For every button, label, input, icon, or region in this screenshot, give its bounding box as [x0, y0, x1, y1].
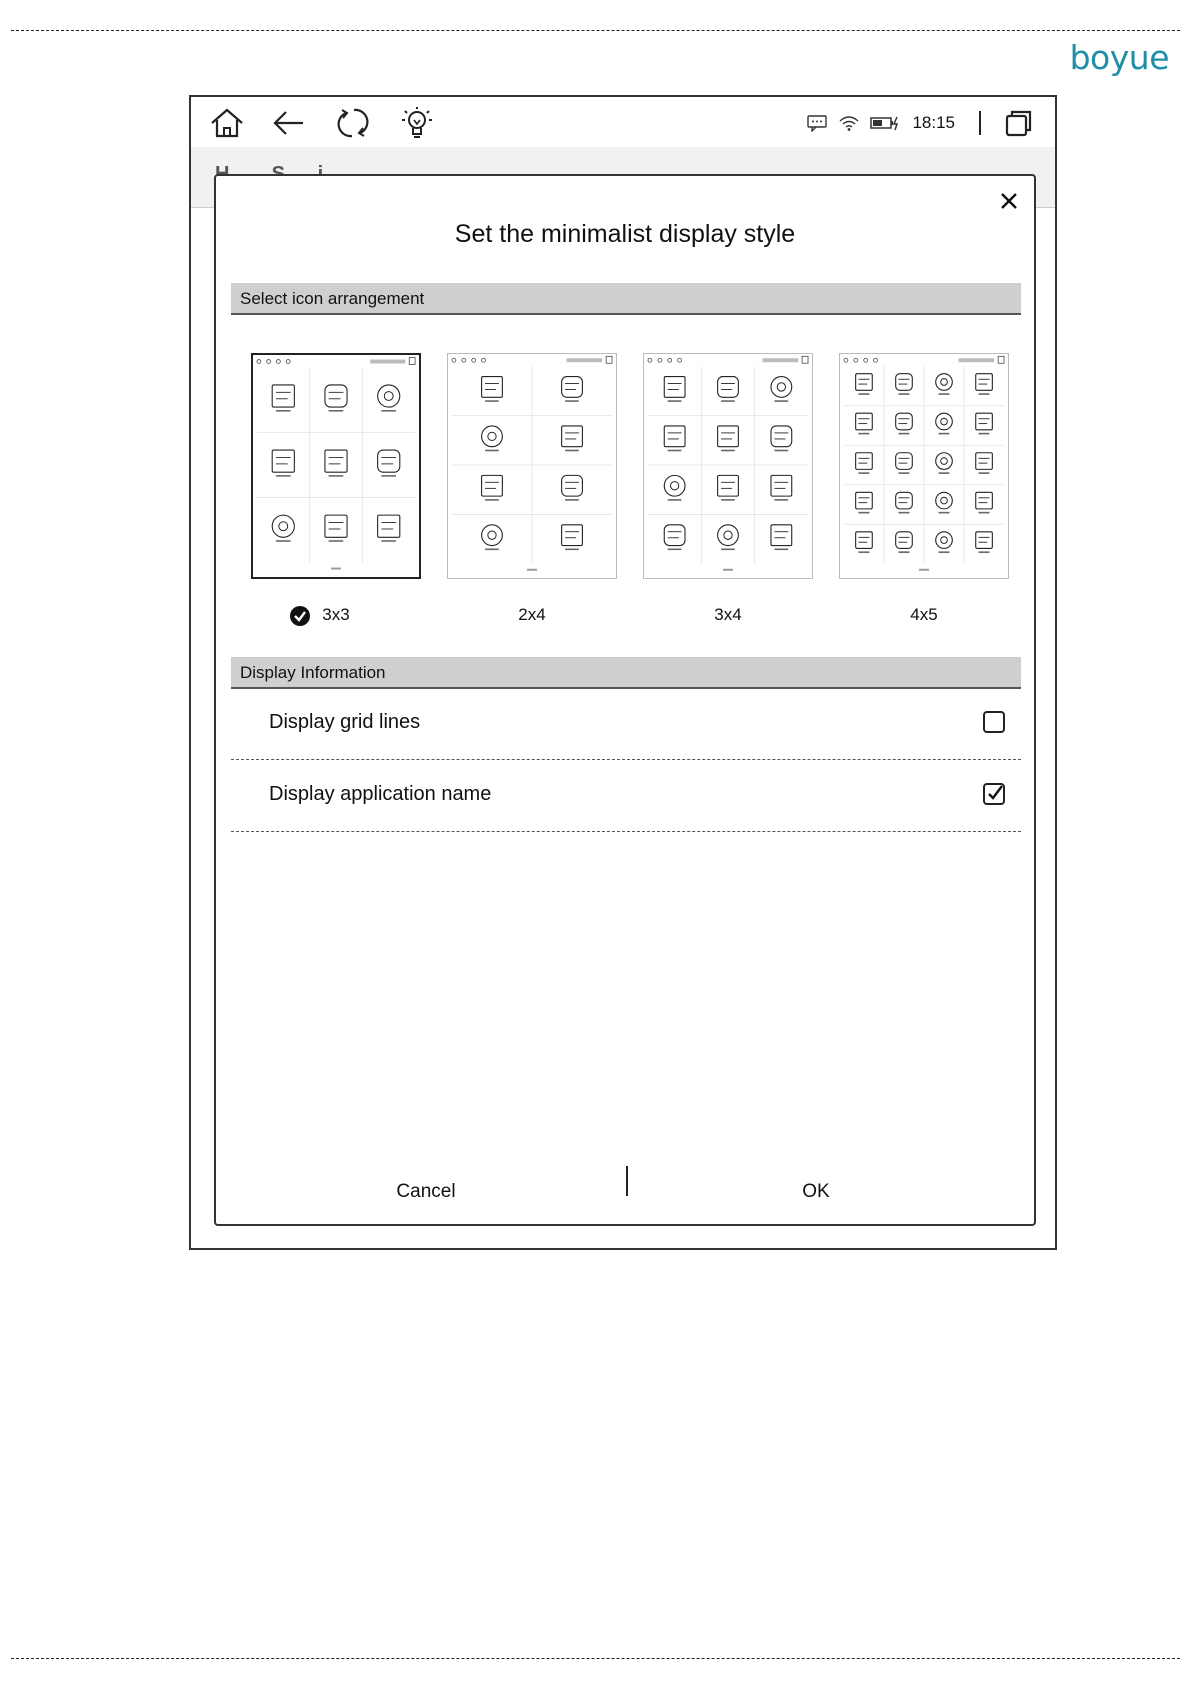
preview-app-icon [325, 450, 347, 477]
brand-logo: boyue [1069, 38, 1169, 77]
preview-app-icon [976, 532, 993, 553]
preview-app-icon [856, 374, 873, 395]
preview-app-icon [325, 385, 347, 412]
preview-page-indicator [723, 569, 733, 571]
arrangement-label-3x4[interactable]: 3x4 [714, 605, 742, 624]
preview-app-icon [976, 374, 993, 395]
preview-app-icon [856, 413, 873, 434]
preview-app-icon [896, 492, 913, 513]
device-screen [189, 95, 1057, 1250]
setting-label-grid-lines: Display grid lines [269, 711, 421, 733]
preview-graphic [448, 354, 616, 578]
preview-app-icon [936, 413, 953, 434]
preview-app-icon [325, 515, 347, 542]
preview-page-indicator [527, 569, 537, 571]
page-bottom-rule [11, 1658, 1180, 1659]
preview-app-icon [856, 532, 873, 553]
preview-page-indicator [919, 569, 929, 571]
status-divider [979, 111, 981, 135]
preview-app-icon [936, 374, 953, 395]
ok-button[interactable]: OK [802, 1181, 830, 1202]
preview-statusbar [257, 358, 415, 365]
cancel-button[interactable]: Cancel [396, 1181, 456, 1202]
page-top-rule [11, 30, 1180, 31]
preview-app-icon [976, 413, 993, 434]
arrangement-preview-3x3[interactable] [251, 353, 421, 579]
preview-app-icon [562, 377, 583, 402]
preview-app-icon [664, 377, 685, 402]
preview-graphic [840, 354, 1008, 578]
preview-app-icon [562, 475, 583, 500]
preview-app-icon [378, 450, 400, 477]
preview-app-icon [771, 426, 792, 451]
preview-app-icon [856, 453, 873, 474]
preview-app-icon [936, 532, 953, 553]
preview-app-icon [896, 532, 913, 553]
battery-charging-icon [870, 114, 900, 132]
preview-app-icon [378, 385, 400, 412]
preview-app-icon [482, 475, 503, 500]
preview-app-icon [771, 475, 792, 500]
preview-app-icon [664, 426, 685, 451]
preview-app-icon [976, 453, 993, 474]
preview-app-icon [272, 385, 294, 412]
preview-app-icon [896, 374, 913, 395]
preview-statusbar [844, 356, 1004, 363]
status-bar [191, 97, 1055, 147]
preview-app-icon [718, 426, 739, 451]
preview-app-icon [482, 525, 503, 550]
preview-statusbar [648, 356, 808, 363]
preview-app-icon [718, 525, 739, 550]
preview-app-icon [272, 450, 294, 477]
multitask-icon[interactable] [1005, 109, 1033, 137]
message-icon [806, 114, 828, 132]
arrangement-label-4x5[interactable]: 4x5 [910, 605, 938, 624]
section-display-information: Display Information [231, 657, 1021, 689]
preview-app-icon [378, 515, 400, 542]
preview-app-icon [482, 377, 503, 402]
preview-app-icon [272, 515, 294, 542]
preview-app-icon [771, 525, 792, 550]
preview-page-indicator [331, 568, 341, 570]
preview-app-icon [482, 426, 503, 451]
preview-app-icon [771, 377, 792, 402]
section-icon-arrangement: Select icon arrangement [231, 283, 1021, 315]
button-divider [626, 1166, 628, 1196]
status-indicators [806, 107, 1033, 139]
preview-app-icon [936, 453, 953, 474]
preview-app-icon [856, 492, 873, 513]
preview-app-icon [896, 453, 913, 474]
arrangement-label-3x3[interactable]: 3x3 [322, 605, 350, 624]
setting-row-grid-lines[interactable] [231, 689, 1021, 760]
preview-app-icon [896, 413, 913, 434]
back-arrow-icon[interactable] [269, 105, 309, 141]
setting-label-app-name: Display application name [269, 783, 492, 805]
arrangement-label-2x4[interactable]: 2x4 [518, 605, 546, 624]
preview-statusbar [452, 356, 612, 363]
clock: 18:15 [912, 113, 955, 132]
arrangement-options [251, 353, 1011, 593]
arrangement-preview-4x5[interactable] [839, 353, 1009, 579]
grid-lines-checkbox[interactable] [983, 711, 1005, 733]
preview-app-icon [664, 525, 685, 550]
dialog-title: Set the minimalist display style [454, 220, 796, 248]
preview-graphic [253, 355, 419, 577]
close-icon[interactable] [994, 186, 1024, 216]
wifi-icon [838, 114, 860, 132]
refresh-icon[interactable] [333, 105, 373, 141]
preview-graphic [644, 354, 812, 578]
home-icon[interactable] [207, 105, 247, 141]
preview-app-icon [562, 426, 583, 451]
preview-app-icon [718, 377, 739, 402]
frontlight-icon[interactable] [397, 105, 437, 141]
preview-app-icon [562, 525, 583, 550]
arrangement-preview-3x4[interactable] [643, 353, 813, 579]
arrangement-preview-2x4[interactable] [447, 353, 617, 579]
preview-app-icon [664, 475, 685, 500]
preview-app-icon [936, 492, 953, 513]
app-name-checkbox[interactable] [983, 783, 1005, 805]
minimalist-style-dialog [214, 174, 1036, 1226]
preview-app-icon [718, 475, 739, 500]
preview-app-icon [976, 492, 993, 513]
setting-row-app-name[interactable] [231, 761, 1021, 832]
